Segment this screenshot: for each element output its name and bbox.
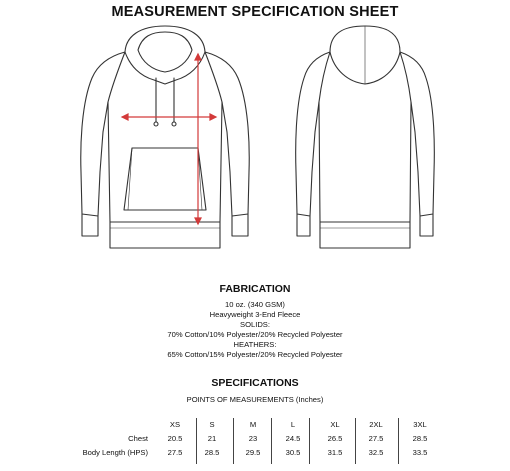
table-cell: 26.5 — [327, 434, 343, 443]
sheet-title: MEASUREMENT SPECIFICATION SHEET — [111, 4, 399, 20]
hoodie-back-icon — [290, 22, 440, 280]
table-cell: 20.5 — [167, 434, 183, 443]
fabrication-line: HEATHERS: — [233, 340, 277, 349]
table-cell: 30.5 — [285, 448, 301, 457]
fabrication-line: 10 oz. (340 GSM) — [225, 300, 285, 309]
specifications-heading: SPECIFICATIONS — [211, 377, 299, 389]
size-header: XL — [330, 420, 340, 429]
table-cell: 23 — [248, 434, 258, 443]
size-header: L — [290, 420, 296, 429]
table-cell: 24.5 — [285, 434, 301, 443]
fabrication-line: Heavyweight 3-End Fleece — [209, 310, 301, 319]
table-cell: 33.5 — [412, 448, 428, 457]
size-header: XS — [169, 420, 181, 429]
size-header: 2XL — [369, 420, 383, 429]
table-cell: 28.5 — [204, 448, 220, 457]
specifications-subheading: POINTS OF MEASUREMENTS (Inches) — [186, 395, 324, 404]
size-header: 3XL — [413, 420, 427, 429]
fabrication-line: SOLIDS: — [240, 320, 270, 329]
row-label: Body Length (HPS) — [82, 448, 148, 457]
table-cell: 27.5 — [167, 448, 183, 457]
table-cell: 27.5 — [368, 434, 384, 443]
table-cell: 21 — [207, 434, 217, 443]
fabrication-details — [0, 300, 510, 360]
size-header: M — [249, 420, 257, 429]
fabrication-line: 70% Cotton/10% Polyester/20% Recycled Polyester — [167, 330, 343, 339]
table-row — [0, 448, 510, 462]
table-row — [0, 434, 510, 448]
table-cell: 31.5 — [327, 448, 343, 457]
size-header-row — [0, 420, 510, 434]
table-cell: 32.5 — [368, 448, 384, 457]
size-header: S — [209, 420, 215, 429]
table-cell: 28.5 — [412, 434, 428, 443]
fabrication-heading: FABRICATION — [219, 283, 291, 295]
hoodie-front-icon — [70, 22, 260, 280]
fabrication-line: 65% Cotton/15% Polyester/20% Recycled Polyester — [167, 350, 343, 359]
row-label: Chest — [128, 434, 148, 443]
table-cell: 29.5 — [245, 448, 261, 457]
